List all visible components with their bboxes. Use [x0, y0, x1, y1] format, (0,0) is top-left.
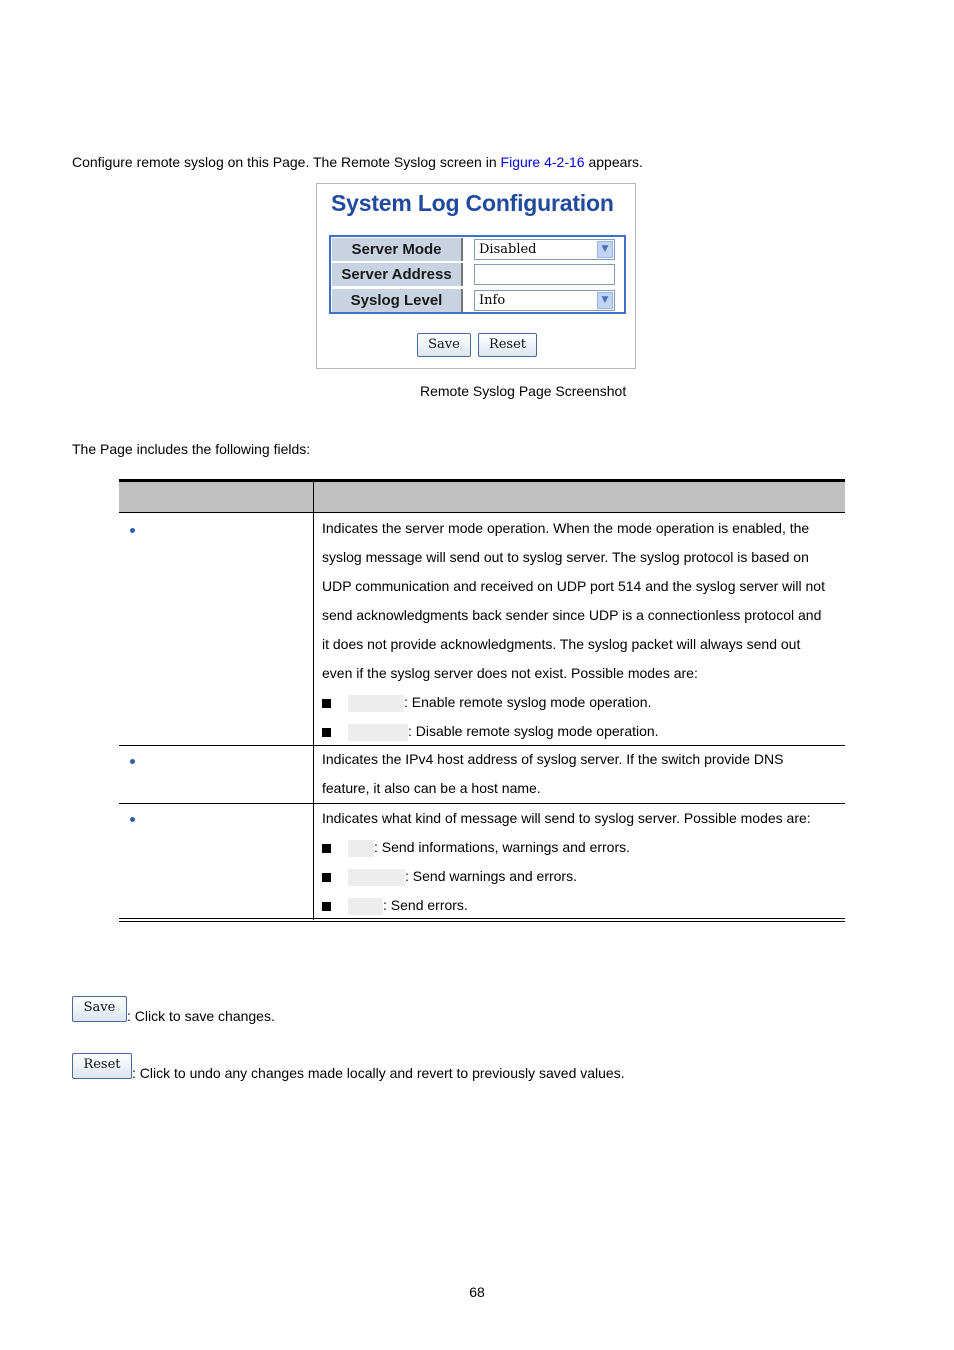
server-address-row	[331, 262, 624, 287]
list-item: : Disable remote syslog mode operation.	[322, 717, 838, 746]
list-item: : Send informations, warnings and errors.	[322, 833, 838, 862]
square-bullet-icon	[322, 728, 331, 737]
syslog-level-select[interactable]	[474, 290, 615, 311]
syslog-level-value: Info	[479, 293, 506, 308]
panel-save-button[interactable]: Save	[417, 333, 471, 357]
server-address-input[interactable]	[474, 264, 615, 285]
highlight-box	[348, 840, 374, 857]
reset-description: : Click to undo any changes made locally and revert to previously saved values.	[132, 1065, 625, 1081]
screenshot-panel	[316, 183, 636, 369]
save-description: : Click to save changes.	[127, 1008, 275, 1024]
server-address-label: Server Address	[332, 263, 463, 286]
chevron-down-icon[interactable]: ▼	[597, 241, 613, 258]
square-bullet-icon	[322, 873, 331, 882]
panel-title: System Log Configuration	[331, 190, 614, 216]
square-bullet-icon	[322, 699, 331, 708]
server-address-description: Indicates the IPv4 host address of syslog server. If the switch provide DNS feature, it also can be a host name.	[322, 751, 784, 796]
syslog-level-row	[331, 288, 624, 313]
server-mode-value: Disabled	[479, 242, 537, 257]
syslog-level-description: Indicates what kind of message will send to syslog server. Possible modes are: : Send informations, warnings and errors. : Send warnings and errors. : Send errors.	[322, 804, 838, 920]
list-item: : Send warnings and errors.	[322, 862, 838, 891]
bullet-icon	[130, 528, 135, 533]
page-number: 68	[469, 1284, 485, 1300]
table-header	[119, 482, 845, 513]
figure-caption: Remote Syslog Page Screenshot	[420, 383, 627, 399]
syslog-level-label: Syslog Level	[332, 289, 463, 312]
column-divider	[313, 482, 314, 920]
highlight-box	[348, 869, 405, 886]
reset-button[interactable]: Reset	[72, 1053, 132, 1079]
intro-paragraph: Configure remote syslog on this Page. The Remote Syslog screen in Figure 4-2-16 appears.	[72, 154, 643, 170]
server-mode-select[interactable]	[474, 239, 615, 260]
save-button[interactable]: Save	[72, 996, 127, 1022]
server-mode-description: Indicates the server mode operation. When the mode operation is enabled, the syslog message will send out to syslog server. The syslog protocol is based on UDP communication and received on UDP port 514 and the syslog server will not send acknowledgments back sender since UDP is a connectionless protocol and it does not provide acknowledgments. The syslog packet will always send out even if the syslog server does not exist. Possible modes are: : Enable remote syslog mode operation. : Disable remote syslog mode operation.	[322, 514, 838, 746]
list-item: : Enable remote syslog mode operation.	[322, 688, 838, 717]
config-table	[329, 235, 626, 314]
highlight-box	[348, 695, 404, 712]
highlight-box	[348, 724, 408, 741]
server-mode-row	[331, 237, 624, 262]
panel-reset-button[interactable]: Reset	[478, 333, 537, 357]
bullet-icon	[130, 817, 135, 822]
square-bullet-icon	[322, 902, 331, 911]
figure-link[interactable]: Figure 4-2-16	[500, 154, 585, 170]
highlight-box	[348, 898, 383, 915]
server-mode-label: Server Mode	[332, 238, 463, 261]
chevron-down-icon[interactable]: ▼	[597, 292, 613, 309]
table-bottom-rule	[119, 921, 845, 922]
list-item: : Send errors.	[322, 891, 838, 920]
square-bullet-icon	[322, 844, 331, 853]
bullet-icon	[130, 759, 135, 764]
fields-intro: The Page includes the following fields:	[72, 441, 311, 457]
